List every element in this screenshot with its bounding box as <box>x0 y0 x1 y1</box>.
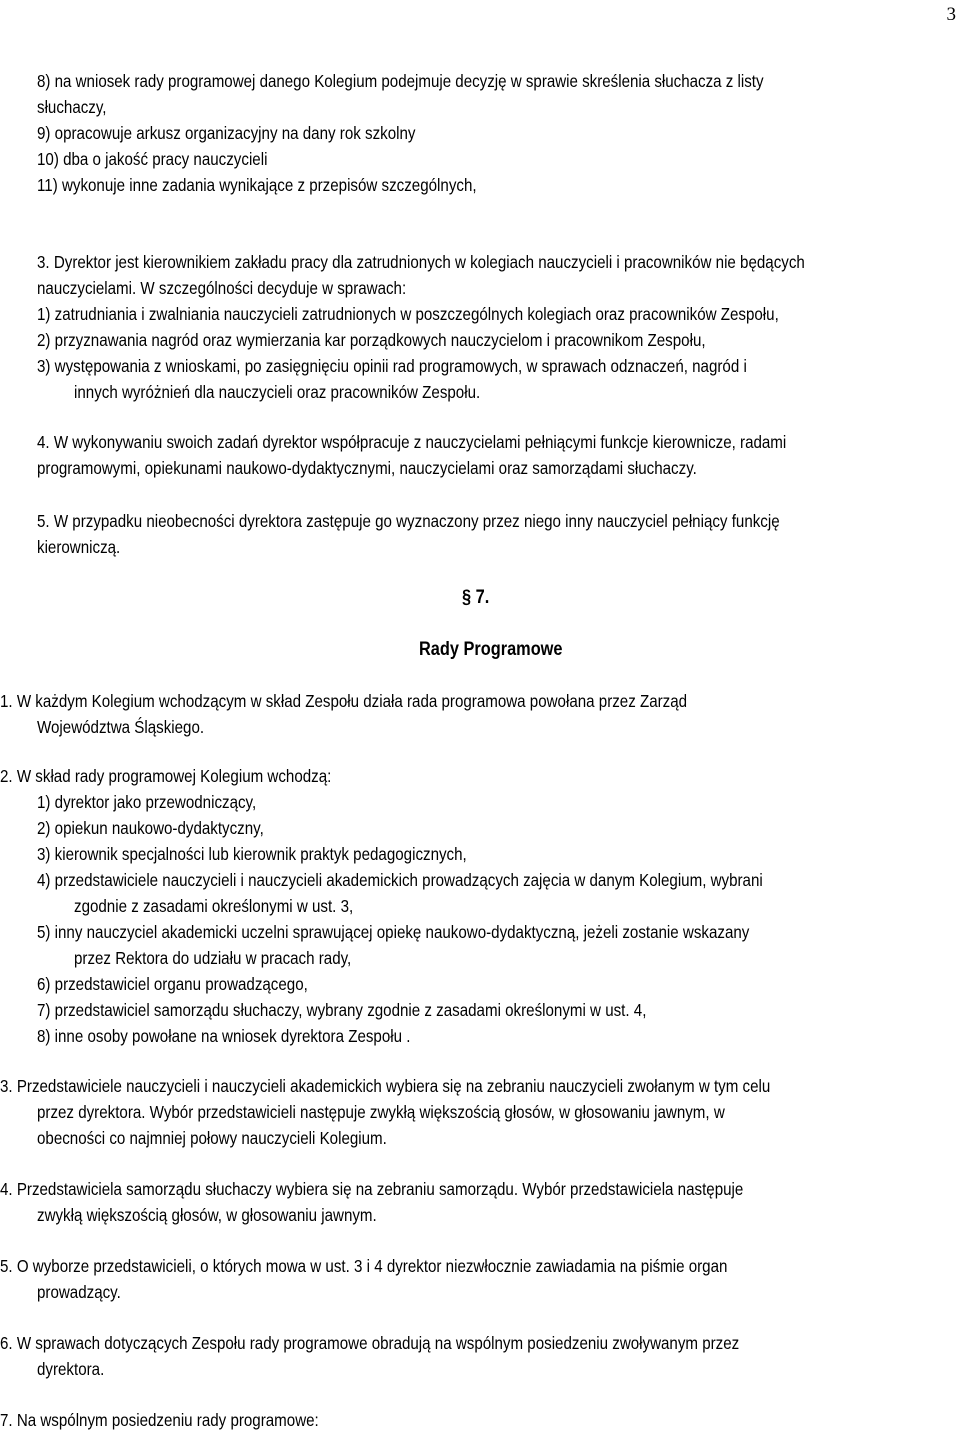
text-line: obecności co najmniej połowy nauczycieli Kolegium. <box>37 1128 387 1148</box>
text-line: słuchaczy, <box>37 97 107 117</box>
text-line: 2. W skład rady programowej Kolegium wchodzą: <box>0 766 332 786</box>
text-line: 7. Na wspólnym posiedzeniu rady programowe: <box>0 1410 319 1430</box>
text-line: 6. W sprawach dotyczących Zespołu rady programowe obradują na wspólnym posiedzeniu zwoływanym przez <box>0 1333 740 1353</box>
text-line: 3. Dyrektor jest kierownikiem zakładu pracy dla zatrudnionych w kolegiach nauczycieli i pracowników nie będących <box>37 252 805 272</box>
text-line: 4. W wykonywaniu swoich zadań dyrektor współpracuje z nauczycielami pełniącymi funkcje kierownicze, radami <box>37 432 787 452</box>
text-line: 8) na wniosek rady programowej danego Kolegium podejmuje decyzję w sprawie skreślenia słuchacza z listy <box>37 71 764 91</box>
page-number: 3 <box>946 4 956 25</box>
section-title: Rady Programowe <box>419 639 563 660</box>
text-line: programowymi, opiekunami naukowo-dydaktycznymi, nauczycielami oraz samorządami słuchaczy. <box>37 458 697 478</box>
text-line: przez dyrektora. Wybór przedstawicieli następuje zwykłą większością głosów, w głosowaniu jawnym, w <box>37 1102 725 1122</box>
text-line: 5) inny nauczyciel akademicki uczelni sprawującej opiekę naukowo-dydaktyczną, jeżeli zostanie wskazany <box>37 922 750 942</box>
text-line: przez Rektora do udziału w pracach rady, <box>74 948 352 968</box>
text-line: 1) zatrudniania i zwalniania nauczycieli zatrudnionych w poszczególnych kolegiach oraz pracowników Zespołu, <box>37 304 779 324</box>
text-line: zgodnie z zasadami określonymi w ust. 3, <box>74 896 354 916</box>
text-line: dyrektora. <box>37 1359 105 1379</box>
text-line: 11) wykonuje inne zadania wynikające z przepisów szczególnych, <box>37 175 477 195</box>
text-line: prowadzący. <box>37 1282 121 1302</box>
text-line: innych wyróżnień dla nauczycieli oraz pracowników Zespołu. <box>74 382 481 402</box>
text-line: 1. W każdym Kolegium wchodzącym w skład Zespołu działa rada programowa powołana przez Zarząd <box>0 691 688 711</box>
text-line: 8) inne osoby powołane na wniosek dyrektora Zespołu . <box>37 1026 411 1046</box>
text-line: 5. W przypadku nieobecności dyrektora zastępuje go wyznaczony przez niego inny nauczyciel pełniący funkcję <box>37 511 780 531</box>
text-line: nauczycielami. W szczególności decyduje w sprawach: <box>37 278 407 298</box>
text-line: 4. Przedstawiciela samorządu słuchaczy wybiera się na zebraniu samorządu. Wybór przedstawiciela następuje <box>0 1179 744 1199</box>
text-line: 5. O wyborze przedstawicieli, o których mowa w ust. 3 i 4 dyrektor niezwłocznie zawiadamia na piśmie organ <box>0 1256 728 1276</box>
text-line: 4) przedstawiciele nauczycieli i nauczycieli akademickich prowadzących zajęcia w danym Kolegium, wybrani <box>37 870 763 890</box>
text-line: Województwa Śląskiego. <box>37 717 205 737</box>
section-number: § 7. <box>462 587 490 608</box>
text-line: 2) opiekun naukowo-dydaktyczny, <box>37 818 264 838</box>
text-line: 3) występowania z wnioskami, po zasięgnięciu opinii rad programowych, w sprawach odznaczeń, nagród i <box>37 356 747 376</box>
text-line: zwykłą większością głosów, w głosowaniu jawnym. <box>37 1205 377 1225</box>
text-line: 7) przedstawiciel samorządu słuchaczy, wybrany zgodnie z zasadami określonymi w ust. 4, <box>37 1000 647 1020</box>
text-line: 3. Przedstawiciele nauczycieli i nauczycieli akademickich wybiera się na zebraniu nauczycieli zwołanym w tym celu <box>0 1076 771 1096</box>
text-line: 2) przyznawania nagród oraz wymierzania kar porządkowych nauczycielom i pracownikom Zespołu, <box>37 330 706 350</box>
text-line: 6) przedstawiciel organu prowadzącego, <box>37 974 308 994</box>
text-line: 3) kierownik specjalności lub kierownik praktyk pedagogicznych, <box>37 844 467 864</box>
text-line: 1) dyrektor jako przewodniczący, <box>37 792 257 812</box>
text-line: 10) dba o jakość pracy nauczycieli <box>37 149 268 169</box>
text-line: kierowniczą. <box>37 537 121 557</box>
text-line: 9) opracowuje arkusz organizacyjny na dany rok szkolny <box>37 123 416 143</box>
